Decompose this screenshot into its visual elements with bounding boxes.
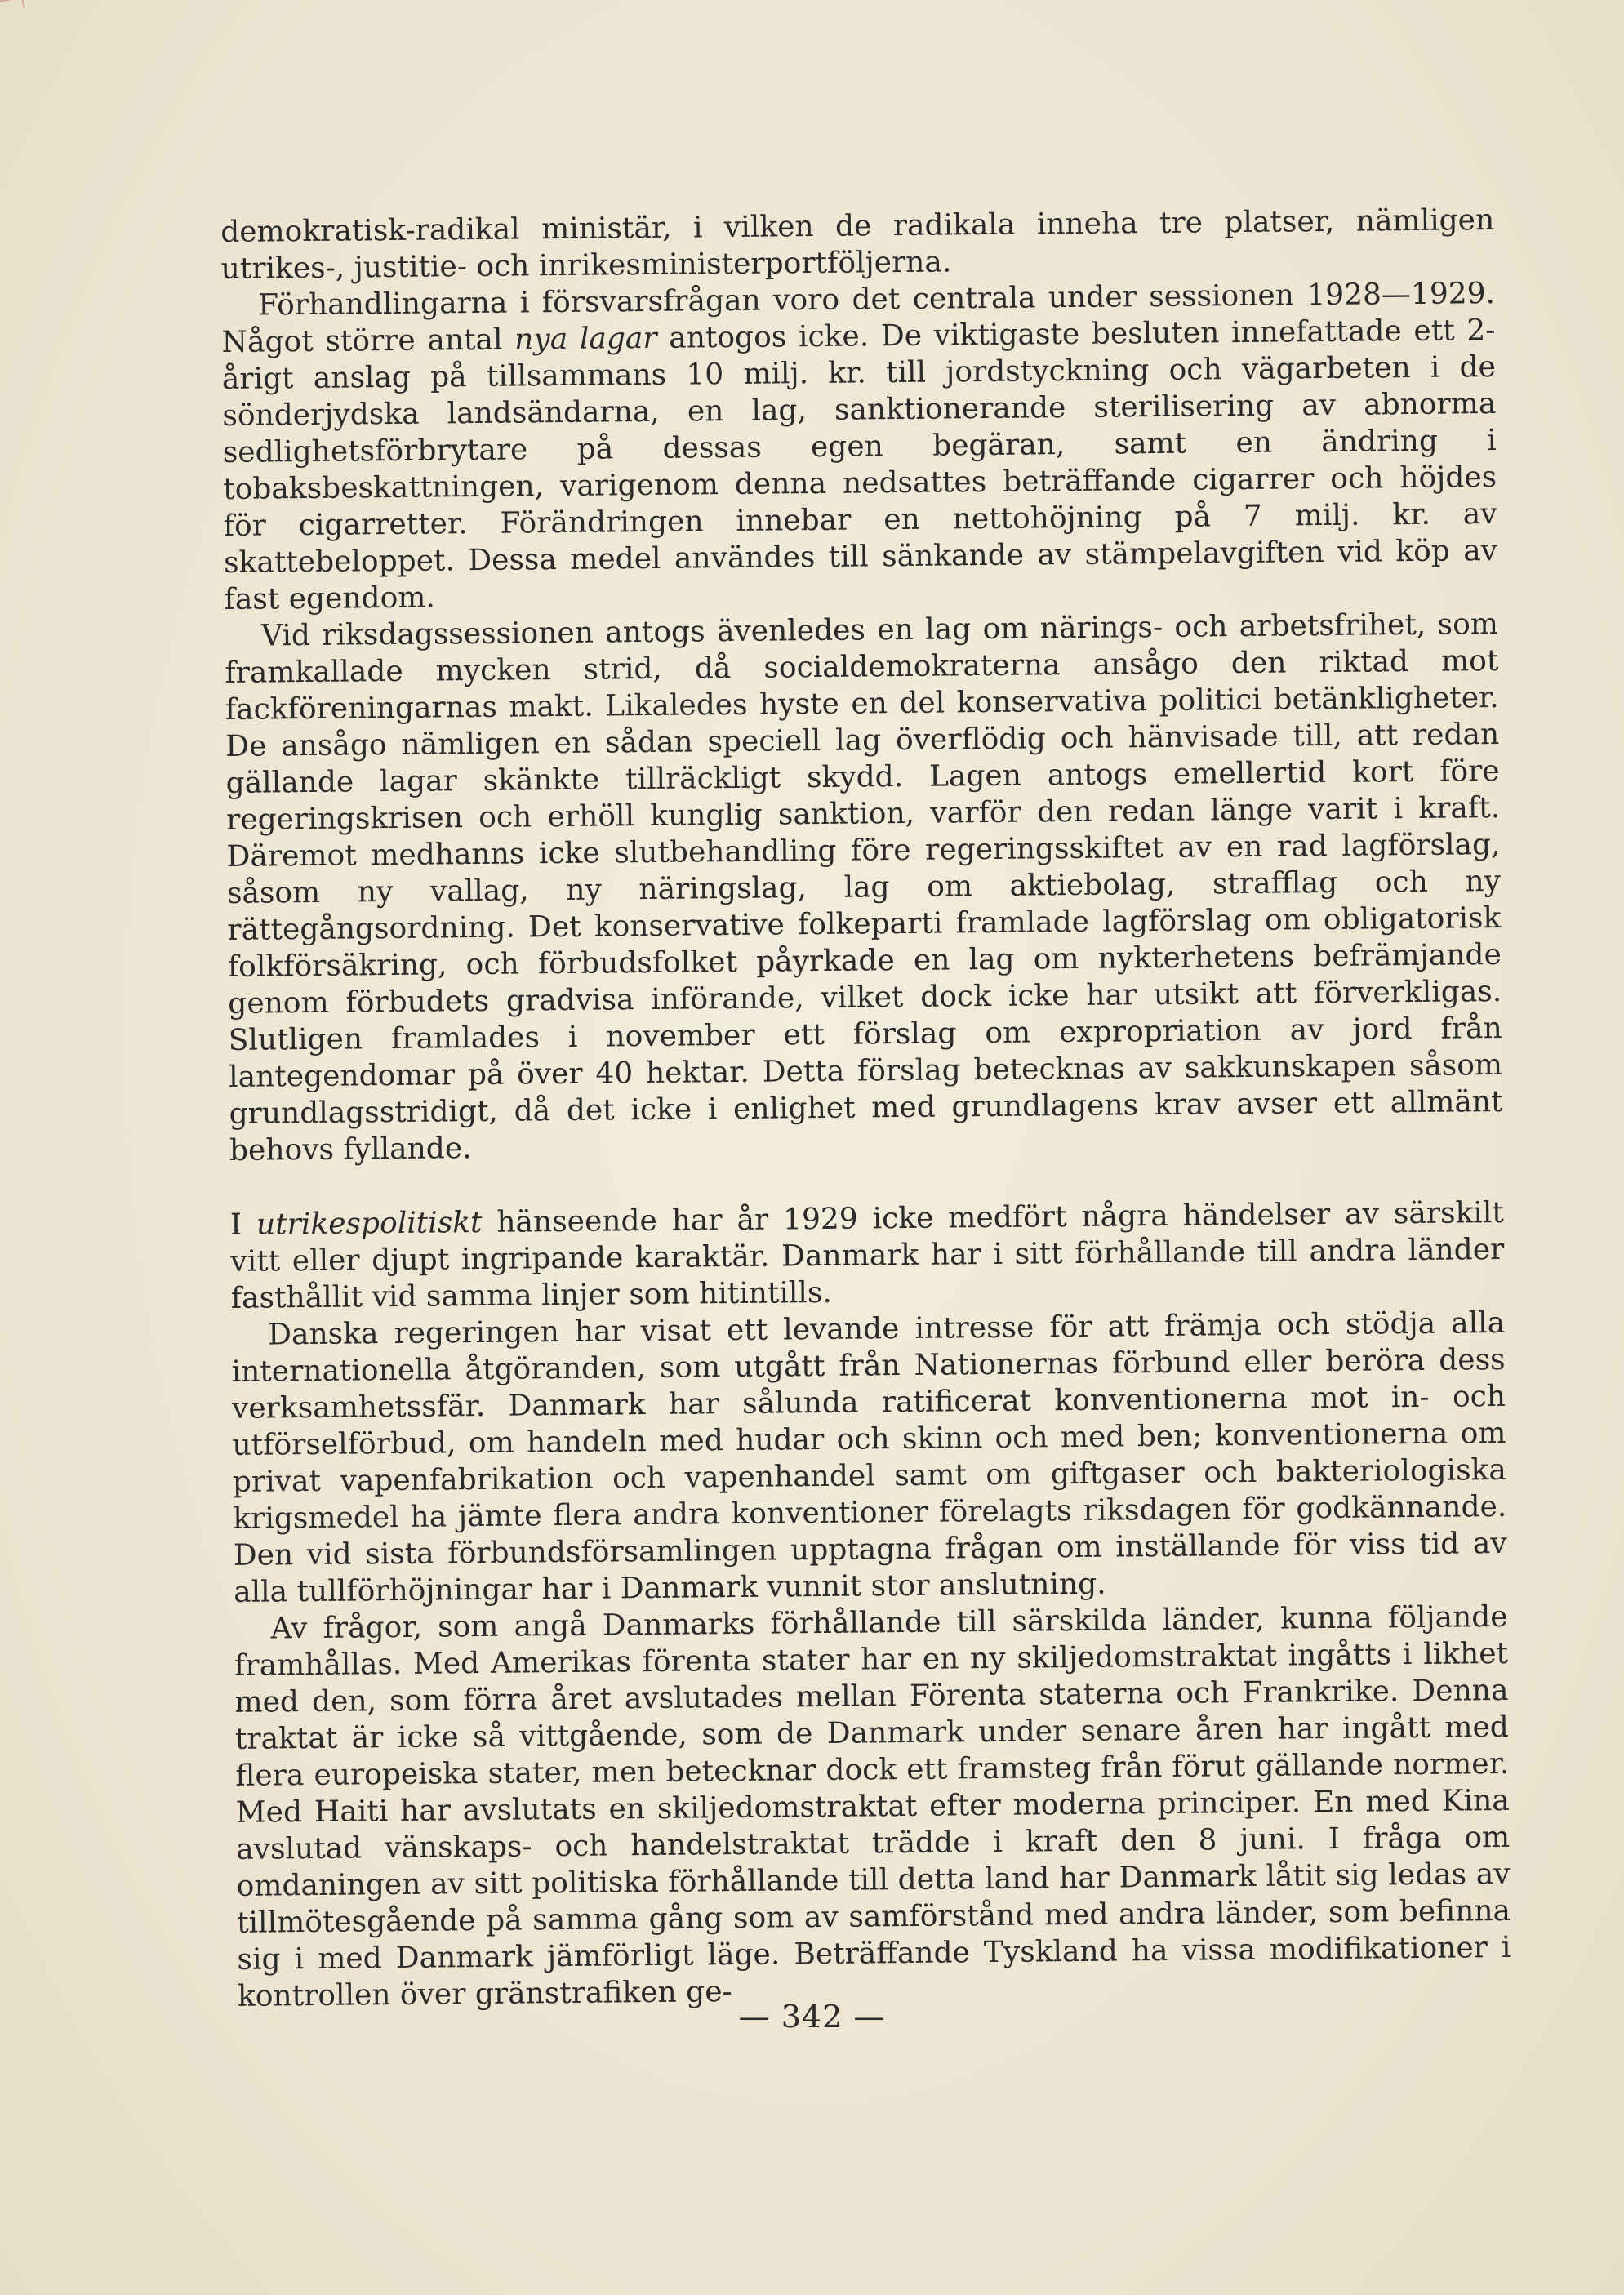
paragraph xyxy=(230,1194,1505,1317)
paragraph-text: antogos icke. De viktigaste besluten innefattade ett 2-årigt anslag på tillsammans 10 milj. kr. till jordstyckning och vägarbeten i de sönderjydska landsändarna, en lag, sanktionerande sterilisering av abnorma sedlighetsförbrytare på dessas egen begäran, samt en ändring i tobaksbeskattningen, varigenom denna nedsattes beträffande cigarrer och höjdes för cigarretter. Förändringen innebar en nettohöjning på 7 milj. kr. av skattebeloppet. Dessa medel användes till sänkande av stämpelavgiften vid köp av fast egendom. xyxy=(221,314,1498,616)
paragraph-text: Förhandlingarna i försvarsfrågan voro det centrala under sessionen 1928—1929. Något större antal xyxy=(221,277,1496,359)
italic-term: nya lagar xyxy=(514,321,657,357)
paragraph xyxy=(231,1305,1507,1611)
paragraph xyxy=(221,275,1498,618)
paragraph xyxy=(234,1599,1511,2015)
paragraph-text: demokratisk-radikal ministär, i vilken de radikala inneha tre platser, nämligen utrikes-, justitie- och inrikesministerportföljerna. xyxy=(220,203,1495,286)
paragraph-text: Av frågor, som angå Danmarks förhållande till särskilda länder, kunna följande framhållas. Med Amerikas förenta stater har en ny skiljedomstraktat ingåtts i likhet med den, som förra året avslutades mellan Förenta staterna och Frankrike. Denna traktat är icke så vittgående, som de Danmark under senare åren har ingått med flera europeiska stater, men betecknar dock ett framsteg från förut gällande normer. Med Haiti har avslutats en skiljedomstraktat efter moderna principer. En med Kina avslutad vänskaps- och handelstraktat trädde i kraft den 8 juni. I fråga om omdaningen av sitt politiska förhållande till detta land har Danmark låtit sig ledas av tillmötesgående på samma gång som av samförstånd med andra länder, som befinna sig i med Danmark jämförligt läge. Beträffande Tyskland ha vissa modifikationer i kontrollen över gränstrafiken ge- xyxy=(234,1599,1511,2013)
corner-mark xyxy=(0,0,25,14)
body-text xyxy=(220,202,1511,2015)
paragraph-text: I xyxy=(229,1208,257,1242)
paragraph xyxy=(225,606,1503,1169)
italic-term: utrikespolitiskt xyxy=(256,1205,483,1242)
page-number: — 342 — xyxy=(738,1999,886,2035)
paragraph-text: Danska regeringen har visat ett levande intresse för att främja och stödja alla internationella åtgöranden, som utgått från Nationernas förbund eller beröra dess verksamhetssfär. Danmark har sålunda ratificerat konventionerna mot in- och utförselförbud, om handeln med hudar och skinn och med ben; konventionerna om privat vapenfabrikation och vapenhandel samt om giftgaser och bakteriologiska krigsmedel ha jämte flera andra konventioner förelagts riksdagen för godkännande. Den vid sista förbundsförsamlingen upptagna frågan om inställande för viss tid av alla tullförhöjningar har i Danmark vunnit stor anslutning. xyxy=(231,1305,1507,1609)
paragraph-text: Vid riksdagssessionen antogs ävenledes en lag om närings- och arbetsfrihet, som framkallade mycken strid, då socialdemokraterna ansågo den riktad mot fackföreningarnas makt. Likaledes hyste en del konservativa politici betänkligheter. De ansågo nämligen en sådan speciell lag överflödig och hänvisade till, att redan gällande lagar skänkte tillräckligt skydd. Lagen antogs emellertid kort före regeringskrisen och erhöll kunglig sanktion, varför den redan länge varit i kraft. Däremot medhanns icke slutbehandling före regeringsskiftet av en rad lagförslag, såsom ny vallag, ny näringslag, lag om aktiebolag, strafflag och ny rättegångsordning. Det konservative folkeparti framlade lagförslag om obligatorisk folkförsäkring, och förbudsfolket påyrkade en lag om nykterhetens befrämjande genom förbudets gradvisa införande, vilket dock icke har utsikt att förverkligas. Slutligen framlades i november ett förslag om expropriation av jord från lantegendomar på över 40 hektar. Detta förslag betecknas av sakkunskapen såsom grundlagsstridigt, då det icke i enlighet med grundlagens krav avser ett allmänt behovs fyllande. xyxy=(225,607,1503,1168)
paragraph xyxy=(220,202,1495,287)
paragraph-text: hänseende har år 1929 icke medfört några händelser av särskilt vitt eller djupt ingripande karaktär. Danmark har i sitt förhållande till andra länder fasthållit vid samma linjer som hitintills. xyxy=(230,1195,1505,1315)
